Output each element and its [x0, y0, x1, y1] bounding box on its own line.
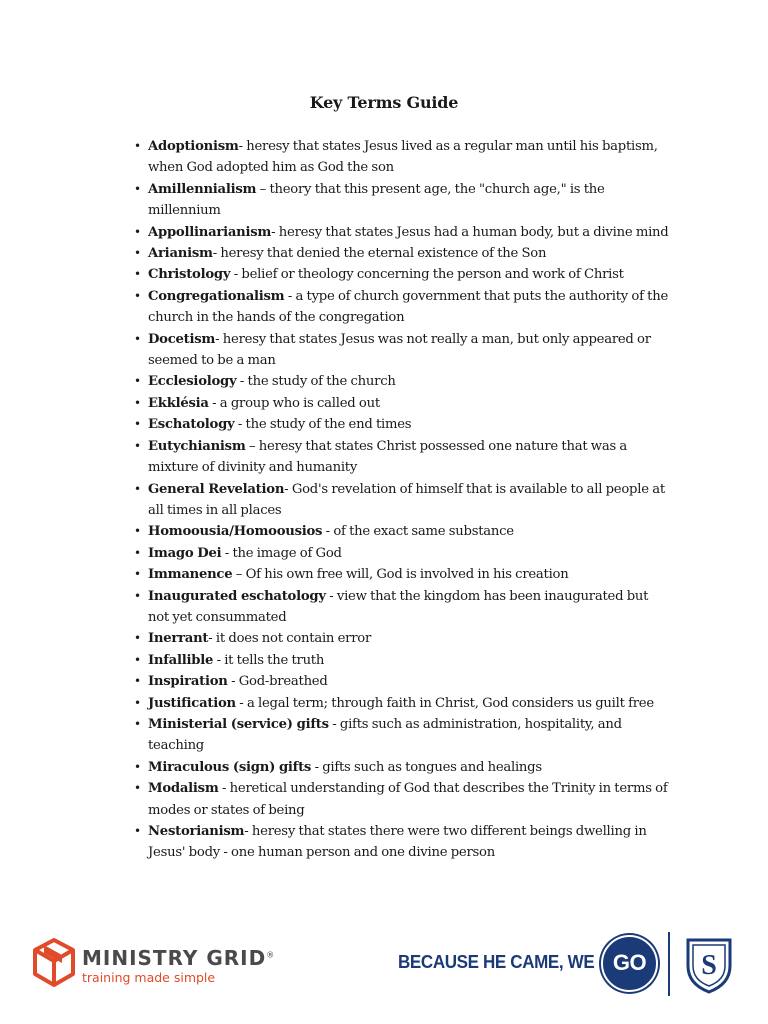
term-item	[131, 757, 671, 778]
term-definition: - God-breathed	[227, 674, 328, 690]
term-name: Amillennialism	[148, 181, 257, 197]
term-definition: - heresy that states Jesus lived as a regular man until his baptism, when God adopted him as God the son	[148, 139, 658, 176]
bullet-icon: •	[134, 824, 141, 838]
term-name: Nestorianism	[148, 824, 245, 839]
term-name: Imago Dei	[148, 545, 222, 561]
term-definition: - the study of the end times	[234, 417, 412, 433]
key-terms-list	[131, 136, 671, 864]
bullet-icon: •	[134, 374, 141, 389]
bullet-icon: •	[134, 395, 141, 410]
term-name: Appollinarianism	[148, 224, 272, 240]
term-item	[131, 628, 671, 649]
term-name: Christology	[148, 267, 231, 283]
term-definition: - a type of church government that puts the authority of the church in the hands of the congregation	[148, 288, 668, 326]
seal-letter: S	[701, 950, 717, 981]
term-definition: - belief or theology concerning the person and work of Christ	[230, 267, 624, 283]
term-name: Inspiration	[148, 674, 228, 690]
term-name: Inerrant	[148, 631, 209, 647]
bullet-icon: •	[134, 695, 141, 710]
term-name: Eschatology	[148, 417, 235, 433]
bullet-icon: •	[134, 139, 141, 153]
bullet-icon: •	[134, 652, 141, 667]
term-item	[131, 543, 671, 564]
bullet-icon: •	[134, 524, 141, 539]
term-item	[131, 778, 671, 821]
term-name: Miraculous (sign) gifts	[148, 759, 312, 775]
term-definition: - it does not contain error	[208, 631, 371, 647]
go-badge-text: GO	[612, 950, 647, 975]
bullet-icon: •	[134, 759, 141, 774]
bullet-icon: •	[134, 545, 141, 560]
term-name: Adoptionism	[148, 139, 239, 154]
term-definition: - of the exact same substance	[322, 524, 514, 540]
term-item	[131, 329, 671, 372]
bullet-icon: •	[134, 181, 141, 196]
term-definition: - it tells the truth	[213, 652, 325, 668]
term-item	[131, 521, 671, 542]
bullet-icon: •	[134, 417, 141, 432]
term-definition: - heresy that denied the eternal existence of the Son	[212, 246, 547, 262]
term-name: Inaugurated eschatology	[148, 588, 326, 604]
term-definition: - the study of the church	[236, 374, 396, 390]
bullet-icon: •	[134, 267, 141, 282]
term-name: Infallible	[148, 652, 214, 668]
term-definition: - heretical understanding of God that describes the Trinity in terms of modes or states of being	[148, 781, 668, 818]
bullet-icon: •	[134, 481, 141, 496]
term-item	[131, 693, 671, 714]
term-item	[131, 821, 671, 864]
term-item	[131, 243, 671, 264]
term-item	[131, 479, 671, 522]
go-badge	[601, 935, 658, 992]
bullet-icon: •	[134, 288, 141, 303]
term-definition: - heresy that states Jesus was not really a man, but only appeared or seemed to be a man	[148, 331, 651, 369]
term-definition: - God's revelation of himself that is available to all people at all times in all places	[148, 481, 665, 518]
slogan-block	[398, 930, 738, 996]
term-definition: – Of his own free will, God is involved in his creation	[232, 567, 569, 583]
term-item	[131, 222, 671, 243]
bullet-icon: •	[134, 716, 141, 731]
bullet-icon: •	[134, 438, 141, 453]
bullet-icon: •	[134, 567, 141, 582]
bullet-icon: •	[134, 588, 141, 603]
term-name: Ministerial (service) gifts	[148, 716, 329, 732]
term-definition: - view that the kingdom has been inaugurated but not yet consummated	[148, 588, 649, 625]
term-item	[131, 564, 671, 585]
term-item	[131, 264, 671, 285]
term-name: Homoousia/Homoousios	[148, 524, 323, 540]
term-name: Ekklésia	[148, 395, 209, 411]
term-definition: - heresy that states there were two different beings dwelling in Jesus' body - one human person and one divine person	[148, 824, 647, 861]
term-item	[131, 650, 671, 671]
term-name: Justification	[148, 695, 236, 711]
term-item	[131, 414, 671, 435]
term-item	[131, 286, 671, 329]
term-item	[131, 393, 671, 414]
ministry-grid-tagline: training made simple	[82, 970, 216, 985]
term-definition: - the image of God	[221, 545, 342, 561]
term-definition: – heresy that states Christ possessed one nature that was a mixture of divinity and humanity	[148, 438, 628, 476]
term-item	[131, 436, 671, 479]
term-name: Arianism	[148, 246, 213, 262]
bullet-icon: •	[134, 674, 141, 689]
term-item	[131, 371, 671, 392]
term-name: Eutychianism	[148, 438, 246, 454]
term-item	[131, 671, 671, 692]
term-item	[131, 586, 671, 629]
bullet-icon: •	[134, 631, 141, 646]
term-item	[131, 136, 671, 179]
term-name: General Revelation	[148, 481, 285, 497]
bullet-icon: •	[134, 224, 141, 239]
term-name: Congregationalism	[148, 288, 285, 304]
term-name: Modalism	[148, 781, 219, 797]
logo-divider	[668, 932, 670, 996]
ministry-grid-cube-icon	[32, 938, 76, 988]
ministry-grid-name: MINISTRY GRID®	[82, 946, 276, 970]
term-name: Docetism	[148, 331, 216, 347]
slogan-text: BECAUSE HE CAME, WE	[398, 951, 595, 972]
ministry-grid-logo	[32, 938, 276, 990]
term-definition: - a group who is called out	[208, 395, 380, 411]
document-title: Key Terms Guide	[309, 93, 459, 112]
term-definition: - a legal term; through faith in Christ, God considers us guilt free	[235, 695, 654, 711]
bullet-icon: •	[134, 246, 141, 261]
bullet-icon: •	[134, 781, 141, 796]
term-name: Ecclesiology	[148, 374, 237, 390]
term-definition: – theory that this present age, the "church age," is the millennium	[148, 181, 605, 219]
term-definition: - gifts such as administration, hospitality, and teaching	[148, 716, 622, 754]
term-item	[131, 714, 671, 757]
bullet-icon: •	[134, 331, 141, 346]
term-name: Immanence	[148, 567, 233, 583]
term-item	[131, 179, 671, 222]
term-definition: - gifts such as tongues and healings	[311, 759, 542, 775]
term-definition: - heresy that states Jesus had a human body, but a divine mind	[271, 224, 669, 240]
seminary-shield-icon	[684, 936, 734, 994]
